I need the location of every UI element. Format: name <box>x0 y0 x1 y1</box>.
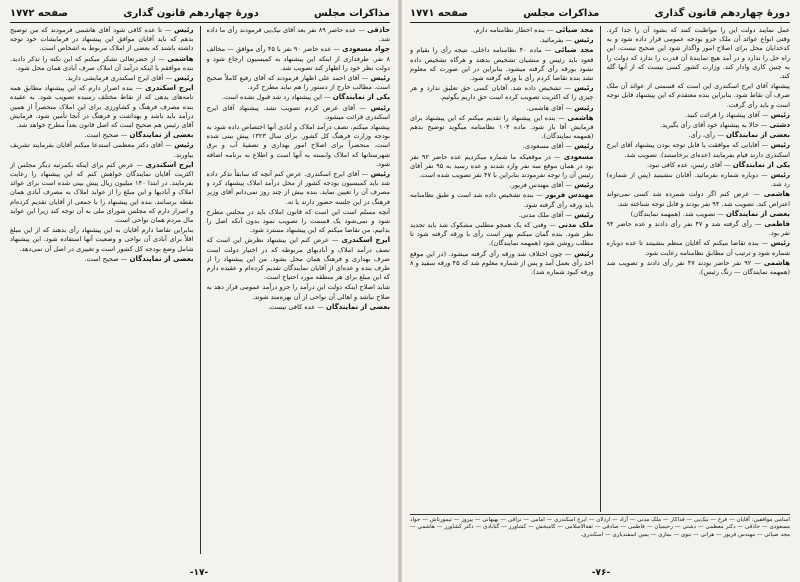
speech-text: — آقای هاشمی. <box>526 103 572 112</box>
speaker-name: دشتی <box>769 121 790 130</box>
speech-paragraph <box>607 171 791 189</box>
speaker-name: رئیس <box>574 142 594 151</box>
speaker-name: ایرج اسکندری <box>145 84 194 93</box>
left-page-number: -۱۷- <box>189 568 209 578</box>
speech-paragraph <box>410 250 594 278</box>
speech-text: — صحیح است. <box>84 131 128 140</box>
speech-paragraph <box>607 161 791 170</box>
speech-paragraph <box>607 121 791 130</box>
speech-text: — تشخیص داده شد. آقایان کسی حق تعلیق ندارد و هر چیزی را که اکثریت تصویب کرده است حق داریم بگوئیم. <box>410 84 594 102</box>
speech-text: — ۹۲ نفر حاضر بودند ۴۷ نفر رأی دادند و تصویب شد (همهمه نمایندگان — زنگ رئیس). <box>606 258 790 277</box>
speech-text: — آقای عرض کردم تصویب نشد. پیشنهاد آقای ایرج اسکندری قرائت میشود. <box>206 103 390 121</box>
speech-paragraph <box>207 208 391 236</box>
speech-paragraph <box>410 221 594 249</box>
speaker-name: رئیس <box>370 170 390 179</box>
right-column-right <box>607 26 791 512</box>
speech-text: — آقای دکتر معظمی استدعا میکنم آقایان بفرمایند تشریف بیاورند. <box>10 141 194 159</box>
speaker-name: بعضی از نمایندگان <box>129 254 194 263</box>
speech-paragraph <box>410 46 594 83</box>
speaker-name: رئیس <box>174 74 194 83</box>
speaker-name: رئیس <box>574 103 594 112</box>
speech-text: — آقای ایرج اسکندری. عرض کنم آنچه که سابقاً تذکر داده شد باید کمیسیون بودجه کشور از محل درآمد املاک پیشنهاد کرد و مصرف آن را تعیین نماید. بنده بیش از چند روز نمی‌دانم آقای وزیر فرهنگ در این جلسه حضور دارند یا نه. <box>206 170 390 206</box>
speech-paragraph <box>607 259 791 277</box>
speech-paragraph <box>207 303 391 312</box>
speech-paragraph <box>207 123 391 169</box>
speech-paragraph <box>607 190 791 208</box>
speech-paragraph <box>410 191 594 209</box>
speech-paragraph <box>607 111 791 120</box>
speech-paragraph <box>410 26 594 35</box>
speaker-name: بعضی از نمایندگان <box>129 131 194 140</box>
speech-paragraph <box>410 211 594 220</box>
speaker-name: مسعودی <box>563 152 594 161</box>
speech-text: بنابراین تقاضا دارم آقایان به این پیشنهاد رأی بدهند که از این مبلغ اقلاً برای آبادی آن نواحی و وضعیت آنها استفاده شود. این پیشنهاد شامل وضع بودجه کل کشور است و تغییری در اصل آن نمی‌دهد. <box>10 226 194 253</box>
speech-paragraph <box>207 236 391 282</box>
speech-text: — در موقعیکه ما شماره میکردیم عده حاضر ۹۲ نفر بود در همان موقع سه نفر وارد شدند و عده رسید به ۹۵ نفر آقای رئیس آن را توجه نفرمودند بنابراین با ۴۷ نفر تصویب شده است. <box>410 152 594 180</box>
speech-text: — آقای مهندس فریور. <box>509 181 572 190</box>
right-columns <box>410 26 790 512</box>
speech-paragraph <box>10 255 194 264</box>
speech-text: — عرض کنم برای اینکه بکمرتبه دیگر مجلس از اکثریت آقایان نمایندگان خواهش کنم که این پیشنهاد را رعایت بفرمایند. در ابتدا ۱۴۰ میلیون ریال پیش بینی شده است برای عوائد املاک و آبادیها و این مبلغ را از عواید املاک به مصرف آبادی همان نقطه برسانند. بنده این پیشنهاد را با جمعی از آقایان تقدیم کرده‌ام و اصرار دارم که مجلس شورای ملی به آن توجه کند زیرا این عواید مال مردم همان نواحی است. <box>10 160 194 225</box>
speech-paragraph <box>207 283 391 301</box>
speech-paragraph <box>410 84 594 102</box>
speech-text: — آقای ایرج اسکندری فرمایشی دارید. <box>65 74 172 83</box>
speech-paragraph <box>10 226 194 254</box>
speech-text: آنچه مسلم است این است که قانون املاک باید در مجلس مطرح شود و نمی‌شود یک قسمت را تصویب نمود بدون آنکه اصل را بدانیم. من تقاضا میکنم که این پیشنهاد مسترد شود. <box>206 207 390 235</box>
right-column-left <box>410 26 594 512</box>
speaker-name: یکی از نمایندگان <box>732 160 790 169</box>
column-divider <box>200 26 201 554</box>
speech-paragraph <box>410 114 594 142</box>
speaker-name: رئیس <box>770 171 790 180</box>
speech-paragraph <box>10 74 194 83</box>
speech-paragraph <box>10 84 194 130</box>
speaker-name: رئیس <box>770 110 790 119</box>
speaker-name: فاطمی <box>764 220 790 229</box>
speech-text: — عده حاضر ۸۹ نفر بعد آقای نیک‌پی فرمودند رأی ما داده شد. <box>206 26 390 44</box>
speech-text: — رأی گرفته شد و ۴۷ نفر رأی دادند و عده حاضر ۹۴ نفر بود. <box>606 220 790 238</box>
speech-paragraph <box>607 82 791 110</box>
speaker-name: ملک مدنی <box>558 221 594 230</box>
speech-text: — آقایانی که موافقت با قابل توجه بودن پیشنهاد آقای ایرج اسکندری دارند قیام بفرمایند (عده‌ای برخاستند). تصویب شد. <box>606 141 790 159</box>
speech-text: — بفرمائید. <box>539 36 572 45</box>
speech-paragraph <box>410 36 594 45</box>
speech-paragraph <box>207 104 391 122</box>
speech-paragraph <box>207 93 391 102</box>
speech-paragraph <box>607 220 791 238</box>
speech-paragraph <box>207 26 391 44</box>
speaker-name: ایرج اسکندری <box>341 236 390 245</box>
speech-text: — ماده ۴۰ نظامنامه داخلی. نتیجه رأی را بقیام و قعود باید رئیس و منشیان تشخیص بدهند و هرگاه تشخیص داده نشود بورقه رأی گرفته میشود. بنابراین در این صورت که معلوم نشد بنده تقاضا کردم رأی با ورقه گرفته شود. <box>410 46 594 83</box>
speaker-name: مجد ضیائی <box>554 46 594 55</box>
speech-text: — بنده تشخیص داده شد است و طبق نظامنامه باید ورقه رأی گرفته شود. <box>410 191 594 209</box>
speech-paragraph <box>207 45 391 73</box>
speaker-name: رئیس <box>174 141 194 150</box>
speech-paragraph <box>10 131 194 140</box>
speech-paragraph <box>10 161 194 225</box>
speech-text: — بنده تقاضا میکنم که آقایان منظم بنشینند تا عده دوباره شماره شود و ترتیب آن مطابق نظامنامه رعایت شود. <box>606 239 790 257</box>
speech-paragraph <box>607 26 791 81</box>
speaker-name: هاشمی <box>567 113 594 122</box>
speech-text: — بنده این پیشنهاد را تقدیم میکنم که این پیشنهاد برای فرمایش آقا باز شود. ماده ۱۰۴ نظامنامه میگوید توضیح بدهم (همهمه نمایندگان). <box>410 113 594 141</box>
speech-text: — عده حاضر ۹۰ نفر با ۴۵ رأی موافق — مخالف ۸ نفر. طرفداری از اینکه این پیشنهاد به کمیسیون ارجاع شود و دولت نظر خود را اظهار کند تصویب شد. <box>206 45 390 72</box>
speaker-name: رئیس <box>174 26 194 34</box>
speech-text: — آقای ملک مدنی. <box>518 210 572 219</box>
speaker-name: بعضی از نمایندگان <box>725 209 790 218</box>
left-header-session: دورهٔ چهاردهم قانون گذاری <box>123 7 259 19</box>
speech-text: — دوباره شماره بفرمائید. آقایان بنشینید (پس از شماره) رد شد. <box>606 171 790 189</box>
speech-paragraph <box>10 55 194 73</box>
speech-text: — آقای پیشنهاد را قرائت کنید. <box>684 110 769 119</box>
column-divider <box>600 26 601 512</box>
speaker-name: رئیس <box>574 210 594 219</box>
speech-text: — بنده اخطار نظامنامه دارم. <box>473 26 554 34</box>
speaker-name: هاشمی <box>763 258 790 267</box>
speech-text: عمل نمایند دولت این را مواظبت کنند که بشود آن را جدا کرد. وقتی انواع عوائد آن ملک جزو بودجه عمومی قرار داده شود و به کدخدایان محل برای اصلاح امور واگذار شود این صحیح نیست. این راه حل را ندارد و در آمد هیچ نمایندهٔ آن قدرت را ندارد که دولت را به چنین کاری وادار کند. وزارت کشور کسی نیست که از آنها گله کند. <box>606 26 790 81</box>
speech-paragraph <box>10 26 194 54</box>
speech-paragraph <box>410 104 594 113</box>
speaker-name: هاشمی <box>763 190 790 199</box>
left-page-header <box>10 6 390 23</box>
left-header-title: مذاکرات مجلس <box>313 7 390 19</box>
left-page <box>0 0 398 582</box>
speech-text: — از حضرتعالی تشکر میکنم که این نکته را تذکر دادید. بنده موافقم با اینکه درآمد آن املاک صرف آبادی همان محل شود. <box>10 54 194 72</box>
speech-text: — چون اختلاف شد ورقه رأی گرفته میشود. (در این موقع اخذ رأی بعمل آمد و پس از شماره معلوم شد که ۴۵ ورقه سفید و ۸ ورقه کبود شماره شد). <box>410 249 594 277</box>
right-page <box>402 0 800 582</box>
speech-paragraph <box>207 170 391 207</box>
speaker-name: رئیس <box>574 36 594 45</box>
speaker-name: مجد ضیائی <box>555 26 594 34</box>
speech-text: — عده کافی نیست. <box>268 302 324 311</box>
left-header-page: صفحه ۱۷۷۲ <box>10 7 69 19</box>
speech-text: — آقای رئیس، عده کافی نبود. <box>646 160 731 169</box>
left-column-right <box>207 26 391 554</box>
speech-paragraph <box>607 141 791 159</box>
speaker-name: هاشمی <box>167 54 194 63</box>
speech-text: — رأی، رأی. <box>688 131 724 140</box>
speaker-name: رئیس <box>770 141 790 150</box>
speaker-name: یکی از نمایندگان <box>332 93 390 102</box>
right-header-title: مذاکرات مجلس <box>523 7 600 19</box>
speaker-name: رئیس <box>770 239 790 248</box>
right-header-session: دورهٔ چهاردهم قانون گذاری <box>654 7 790 19</box>
speech-paragraph <box>10 141 194 159</box>
speech-text: — این پیشنهاد رد شد قبول نشده است. <box>222 93 331 102</box>
speech-text: — آقای احمد علی اظهار فرمودند که آقای رفیع کاملاً صحیح است. مطالب خارج از دستور را هم نباید مطرح کرد. <box>206 74 390 92</box>
speaker-name: رئیس <box>370 74 390 83</box>
speech-paragraph <box>410 153 594 181</box>
speech-paragraph <box>607 210 791 219</box>
speech-paragraph <box>410 142 594 151</box>
right-header-page: صفحه ۱۷۷۱ <box>410 7 469 19</box>
speaker-name: رئیس <box>574 181 594 190</box>
speaker-name: رئیس <box>370 103 390 112</box>
speaker-name: بعضی از نمایندگان <box>325 302 390 311</box>
speech-text: — صحیح است. <box>84 254 128 263</box>
speech-text: — بنده اصرار دارم که این پیشنهاد مطابق همه نامه‌های بدهی که از نقاط مختلف رسیده تصویب شود. به عقیده بنده مصرف فرهنگ و کشاورزی برای این املاک منحصراً از همین درآمد باید باشد و بهداشت و فرهنگ در آنجا تأمین شود. فرمایش آقای رئیس هم صحیح است که اصل قانون بعداً مطرح خواهد شد. <box>10 84 194 130</box>
speaker-name: بعضی از نمایندگان <box>725 131 790 140</box>
speech-text: — تصویب شد. (همهمه نمایندگان) <box>630 209 724 218</box>
speech-text: پیشنهاد میکنم، نصف درآمد املاک و آبادی آنها اختصاص داده شود به بودجه وزارت فرهنگ کل کشور. برای سال ۱۳۲۳ پیش بینی شده است. منحصراً برای اصلاح امور بهداری و تصفیهٔ آب و برق شهرستانها که املاک وابسته به آنها است و اطلاع به برنامه اضافه شود. <box>206 123 390 168</box>
speaker-name: مهندس فریور <box>545 191 594 200</box>
left-columns <box>10 26 390 554</box>
speech-text: پیشنهاد آقای ایرج اسکندری این است که قسمتی از عوائد آن ملک صرف آن نقاط شود. بنابراین بنده معتقدم که این پیشنهاد قابل توجه است و باید رأی گرفت. <box>606 82 790 109</box>
speaker-name: ایرج اسکندری <box>145 160 194 169</box>
speech-text: — حالا به پیشنهاد خود آقای رأی بگیرید. <box>660 121 768 130</box>
speaker-name: حاذقی <box>367 26 390 34</box>
speech-text: — عرض کنم این پیشنهاد نظرش این است که نصف درآمد املاک و آبادیهای مربوطه که در اختیار دولت است صرف بهداری و فرهنگ همان محل بشود. من این پیشنهاد را از طرف بنده و عده‌ای از آقایان نمایندگان تقدیم کرده‌ام و عقیده دارم که این مبلغ برای هر منطقه مورد احتیاج است. <box>206 236 390 282</box>
speaker-name: رئیس <box>574 249 594 258</box>
left-column-left <box>10 26 194 554</box>
speaker-name: رئیس <box>574 84 594 93</box>
speech-text: — وقتی که یک همچو مطلبی مشکوک شد باید تجدید نظر شود. بنده گمان میکنم بهتر است رأی با ورقه گرفته شود تا مطلب روشن شود (همهمه نمایندگان). <box>410 221 594 248</box>
right-page-number: -۷۶- <box>591 568 611 578</box>
speech-text: — عرض کنم اگر دولت شمرده شد کسی نمی‌تواند اعتراض کند. تصویب شد. ۹۴ نفر بودند و قابل توجه شناخته شد. <box>606 190 790 208</box>
speech-paragraph <box>607 239 791 257</box>
speech-paragraph <box>607 131 791 140</box>
speech-text: شاید اصلاح اینکه دولت این درآمد را جزو درآمد عمومی قرار دهد به صلاح نباشد و اهالی آن نواحی از آن بهره‌مند شوند. <box>206 283 390 301</box>
voters-list: اسامی موافقین: آقایان — فرخ — نیک‌پی — فداکار — ملک مدنی — آزاد — اردلان — ایرج اسکندری — امامی — نراقی — بهبهانی — پیروز — تیمورتاش — جواد مسعودی — حاذقی — دکتر معظمی — دشتی — رحیمیان — فاطمی — صادقی — ثقة‌الاسلامی — کامبخش — کشاورز — گنابادی — دکتر کشاورز — هاشمی — مجد ضیائی — مهندس فریور — هراتی — نبوی — نمازی — یمین اسفندیاری — اسکندری. <box>410 514 790 539</box>
speech-paragraph <box>410 181 594 190</box>
speech-text: — تا عده کافی شود آقای هاشمی فرمودند که من توضیح بدهم که باید آقایان موافق این پیشنهاد در فرمایشات خود توجه داشته باشند که بعضی از املاک مربوط به اشخاص است. <box>10 26 194 53</box>
speaker-name: جواد مسعودی <box>342 45 390 54</box>
speech-text: — آقای مسعودی. <box>522 142 572 151</box>
right-page-header <box>410 6 790 23</box>
speech-paragraph <box>207 74 391 92</box>
